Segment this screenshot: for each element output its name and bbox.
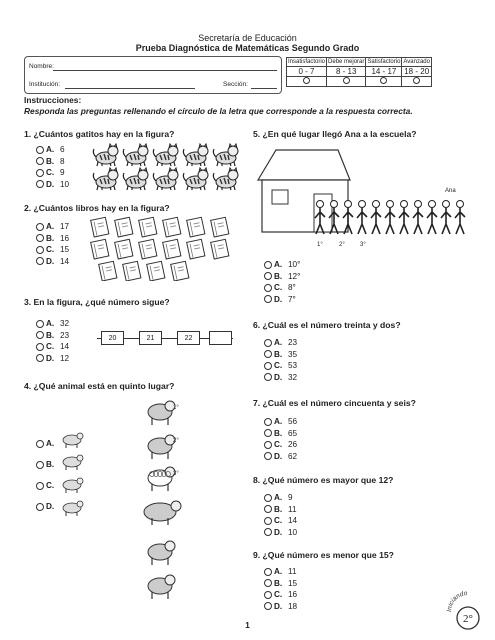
book-icon (147, 261, 165, 281)
section-field[interactable] (251, 88, 277, 89)
option-letter: D. (274, 372, 283, 382)
option-letter: A. (274, 260, 283, 269)
answer-bubble[interactable] (264, 362, 272, 370)
level-name: Avanzado (403, 59, 430, 65)
option-value: 18 (288, 601, 298, 611)
ana-label: Ana (445, 188, 456, 194)
option-value: 10 (60, 179, 70, 189)
book-icon (187, 239, 205, 259)
ordinal-label: 2° (173, 438, 179, 444)
option-letter: B. (274, 504, 283, 514)
book-icon (91, 217, 109, 237)
answer-option[interactable] (264, 282, 296, 293)
chick-icon (63, 455, 83, 470)
answer-bubble[interactable] (36, 257, 44, 265)
answer-bubble[interactable] (36, 157, 44, 165)
option-letter: A. (274, 417, 283, 426)
answer-option[interactable] (36, 167, 65, 178)
book-icon (123, 261, 141, 281)
option-value: 15 (60, 245, 70, 254)
option-letter: B. (274, 578, 283, 588)
page-number: 1 (245, 620, 250, 630)
answer-option[interactable] (264, 271, 300, 282)
option-letter: B. (46, 460, 55, 469)
option-letter: B. (46, 233, 55, 243)
book-icon (163, 239, 181, 259)
option-letter: D. (274, 527, 283, 537)
header-line1: Secretaría de Educación (198, 33, 297, 43)
book-icon (99, 261, 117, 281)
option-letter: B. (46, 330, 55, 340)
option-letter: A. (274, 338, 283, 347)
answer-bubble[interactable] (36, 354, 44, 362)
cow-icon (144, 501, 181, 525)
answer-option[interactable] (264, 360, 297, 371)
answer-bubble[interactable] (264, 494, 272, 502)
logo-text: Iniciando (445, 589, 468, 613)
ordinal-label: 3° (360, 242, 366, 248)
option-letter: C. (274, 590, 283, 599)
option-letter: C. (46, 342, 55, 351)
question-7-title: 7. ¿Cuál es el número cincuenta y seis? (253, 398, 416, 408)
book-icon (211, 239, 229, 259)
kitten-icon (213, 144, 238, 166)
answer-option[interactable] (264, 566, 297, 577)
option-value: 8 (60, 156, 65, 166)
kitten-icon (153, 144, 178, 166)
option-letter: C. (274, 283, 283, 292)
kitten-icon (93, 144, 118, 166)
option-letter: A. (274, 493, 283, 502)
option-letter: D. (46, 502, 55, 511)
option-value: 12° (288, 271, 301, 281)
answer-bubble[interactable] (36, 146, 44, 154)
answer-option[interactable] (264, 439, 297, 450)
answer-option[interactable] (36, 156, 65, 167)
option-letter: C. (46, 245, 55, 254)
child-icon (455, 201, 465, 235)
answer-bubble[interactable] (36, 440, 44, 448)
level-name: Debe mejorar (328, 59, 365, 65)
answer-bubble[interactable] (264, 579, 272, 587)
option-value: 6 (60, 145, 65, 154)
header-title: Prueba Diagnóstica de Matemáticas Segundo Grado (135, 43, 360, 53)
option-letter: D. (46, 353, 55, 363)
chick-icon (63, 478, 83, 493)
option-value: 12 (60, 353, 70, 363)
answer-bubble[interactable] (36, 169, 44, 177)
kittens-illustration (90, 143, 270, 196)
book-icon (187, 217, 205, 237)
option-value: 23 (288, 338, 298, 347)
answer-option[interactable] (264, 504, 297, 515)
kitten-icon (183, 168, 208, 190)
book-icon (139, 217, 157, 237)
answer-option[interactable] (36, 353, 69, 364)
answer-option[interactable] (36, 501, 60, 512)
answer-bubble[interactable] (264, 429, 272, 437)
question-8-title: 8. ¿Qué número es mayor que 12? (253, 475, 394, 485)
answer-bubble[interactable] (264, 505, 272, 513)
option-letter: D. (274, 451, 283, 461)
option-letter: B. (274, 349, 283, 359)
answer-option[interactable] (264, 451, 297, 462)
answer-option[interactable] (36, 244, 69, 255)
answer-option[interactable] (264, 372, 297, 383)
option-value: 10 (288, 527, 298, 537)
cow-icon (63, 433, 83, 448)
ordinal-label: 2° (339, 242, 345, 248)
answer-bubble[interactable] (264, 284, 272, 292)
question-9-title: 9. ¿Qué número es menor que 15? (253, 550, 394, 560)
book-icon (91, 239, 109, 259)
number-sequence (97, 329, 233, 349)
answer-option[interactable] (36, 480, 60, 491)
answer-option[interactable] (36, 318, 69, 329)
pig-icon (148, 435, 175, 459)
level-range: 0 - 7 (287, 67, 327, 77)
answer-option[interactable] (264, 294, 296, 305)
answer-bubble[interactable] (36, 461, 44, 469)
performance-levels-table (286, 57, 432, 87)
answer-bubble[interactable] (264, 295, 272, 303)
answer-bubble[interactable] (264, 350, 272, 358)
answer-option[interactable] (264, 601, 297, 612)
option-value: 15 (288, 578, 298, 588)
answer-bubble[interactable] (264, 261, 272, 269)
child-icon (385, 201, 395, 235)
ordinal-label: 1° (317, 242, 323, 248)
level-bubble[interactable] (343, 77, 350, 84)
school-race-illustration (252, 142, 472, 255)
kitten-icon (123, 168, 148, 190)
option-letter: C. (274, 516, 283, 525)
dog-icon (148, 401, 175, 425)
answer-bubble[interactable] (264, 272, 272, 280)
option-value: 26 (288, 440, 298, 449)
answer-option[interactable] (264, 515, 297, 526)
logo-grade: 2° (463, 613, 473, 625)
option-letter: C. (46, 168, 55, 177)
answer-option[interactable] (264, 527, 297, 538)
answer-bubble[interactable] (36, 331, 44, 339)
section-label: Sección: (223, 81, 248, 88)
dog-icon (63, 501, 83, 516)
option-value: 23 (60, 330, 70, 340)
option-value: 10° (288, 260, 301, 269)
option-value: 35 (288, 349, 298, 359)
level-range: 14 - 17 (366, 67, 402, 77)
kittens-figure (90, 143, 270, 191)
sequence-box: 22 (177, 331, 200, 345)
option-value: 17 (60, 222, 70, 231)
institution-label: Institución: (29, 81, 61, 88)
option-letter: A. (46, 319, 55, 328)
level-bubble[interactable] (303, 77, 310, 84)
sequence-box: 20 (101, 331, 124, 345)
chick-icon (148, 541, 175, 565)
answer-option[interactable] (36, 459, 60, 470)
option-letter: D. (274, 601, 283, 611)
answer-option[interactable] (36, 341, 69, 352)
book-icon (211, 217, 229, 237)
child-icon (427, 201, 437, 235)
answer-option[interactable] (36, 179, 69, 190)
child-icon (399, 201, 409, 235)
child-icon (357, 201, 367, 235)
answer-option[interactable] (36, 221, 69, 232)
answer-bubble[interactable] (36, 343, 44, 351)
level-bubble[interactable] (413, 77, 420, 84)
answer-bubble[interactable] (36, 180, 44, 188)
book-icon (115, 239, 133, 259)
answer-bubble[interactable] (264, 452, 272, 460)
window (272, 190, 288, 204)
books-illustration (90, 215, 238, 286)
option-letter: A. (274, 567, 283, 576)
answer-bubble[interactable] (264, 528, 272, 536)
answer-option[interactable] (264, 589, 297, 600)
book-icon (139, 239, 157, 259)
option-value: 32 (60, 319, 70, 328)
answer-bubble[interactable] (264, 373, 272, 381)
option-value: 14 (60, 256, 70, 266)
option-letter: B. (274, 428, 283, 438)
sequence-box-empty (209, 331, 232, 345)
answer-option[interactable] (36, 256, 69, 267)
option-value: 11 (288, 504, 297, 514)
question-5-title: 5. ¿En qué lugar llegó Ana a la escuela? (253, 129, 417, 139)
option-value: 8° (288, 283, 296, 292)
book-icon (171, 261, 189, 281)
level-range: 18 - 20 (402, 67, 432, 77)
answer-bubble[interactable] (264, 568, 272, 576)
name-field[interactable] (53, 70, 277, 71)
name-label: Nombre: (29, 63, 54, 70)
question-2-title: 2. ¿Cuántos libros hay en la figura? (24, 203, 170, 213)
option-letter: A. (46, 145, 55, 154)
answer-option[interactable] (264, 428, 297, 439)
answer-bubble[interactable] (264, 418, 272, 426)
option-value: 32 (288, 372, 298, 382)
answer-option[interactable] (36, 330, 69, 341)
option-letter: D. (46, 179, 55, 189)
bird-icon (148, 575, 175, 599)
instructions (24, 95, 479, 117)
kitten-icon (93, 168, 118, 190)
answer-option[interactable] (36, 233, 69, 244)
answer-bubble[interactable] (36, 503, 44, 511)
option-letter: C. (46, 481, 55, 490)
answer-option[interactable] (264, 416, 297, 427)
kitten-icon (213, 168, 238, 190)
kitten-icon (183, 144, 208, 166)
answer-bubble[interactable] (36, 223, 44, 231)
child-icon (413, 201, 423, 235)
answer-option[interactable] (264, 578, 297, 589)
level-name: Satisfactorio (367, 59, 401, 65)
kitten-icon (153, 168, 178, 190)
answer-bubble[interactable] (36, 482, 44, 490)
answer-bubble[interactable] (264, 339, 272, 347)
option-value: 14 (288, 516, 298, 525)
answer-option[interactable] (36, 438, 60, 449)
option-letter: A. (46, 439, 55, 448)
book-icon (115, 217, 133, 237)
option-value: 11 (288, 567, 297, 576)
book-icon (163, 217, 181, 237)
option-value: 7° (288, 294, 296, 304)
option-value: 53 (288, 361, 298, 370)
ordinal-label: 1° (173, 405, 179, 411)
question-6-title: 6. ¿Cuál es el número treinta y dos? (253, 320, 401, 330)
child-icon (371, 201, 381, 235)
option-value: 56 (288, 417, 298, 426)
option-value: 9 (60, 168, 65, 177)
answer-bubble[interactable] (264, 591, 272, 599)
answer-bubble[interactable] (36, 234, 44, 242)
question-3-title: 3. En la figura, ¿qué número sigue? (24, 297, 170, 307)
option-letter: D. (274, 294, 283, 304)
option-animals (58, 430, 88, 525)
question-1-title: 1. ¿Cuántos gatitos hay en la figura? (24, 129, 175, 139)
answer-option[interactable] (264, 349, 297, 360)
answer-option[interactable] (264, 259, 300, 270)
answer-bubble[interactable] (264, 441, 272, 449)
level-name: Insatisfactorio (288, 59, 326, 65)
door (314, 194, 332, 232)
animals-column (138, 396, 188, 611)
option-value: 16 (60, 233, 70, 243)
grade-logo (445, 586, 491, 632)
level-bubble[interactable] (380, 77, 387, 84)
instructions-text: Responda las preguntas rellenando el círculo de la letra que corresponde a la respuesta correcta. (24, 106, 413, 116)
option-letter: B. (274, 271, 283, 281)
answer-bubble[interactable] (36, 320, 44, 328)
sheep-icon (148, 467, 175, 491)
child-icon (441, 201, 451, 235)
option-letter: D. (46, 256, 55, 266)
school-roof (258, 150, 350, 180)
option-letter: B. (46, 156, 55, 166)
option-value: 62 (288, 451, 298, 461)
answer-bubble[interactable] (36, 246, 44, 254)
kitten-icon (123, 144, 148, 166)
option-value: 16 (288, 590, 298, 599)
option-value: 65 (288, 428, 298, 438)
answer-bubble[interactable] (264, 602, 272, 610)
ordinal-label: 3° (173, 471, 179, 477)
option-value: 14 (60, 342, 70, 351)
sequence-box: 21 (139, 331, 162, 345)
institution-field[interactable] (65, 88, 195, 89)
answer-option[interactable] (36, 144, 65, 155)
option-letter: A. (46, 222, 55, 231)
instructions-title: Instrucciones: (24, 95, 82, 105)
option-letter: C. (274, 440, 283, 449)
answer-option[interactable] (264, 492, 293, 503)
student-form (24, 56, 282, 94)
option-letter: C. (274, 361, 283, 370)
answer-bubble[interactable] (264, 517, 272, 525)
option-value: 9 (288, 493, 293, 502)
answer-option[interactable] (264, 337, 297, 348)
level-range: 8 - 13 (327, 67, 366, 77)
question-4-title: 4. ¿Qué animal está en quinto lugar? (24, 381, 175, 391)
